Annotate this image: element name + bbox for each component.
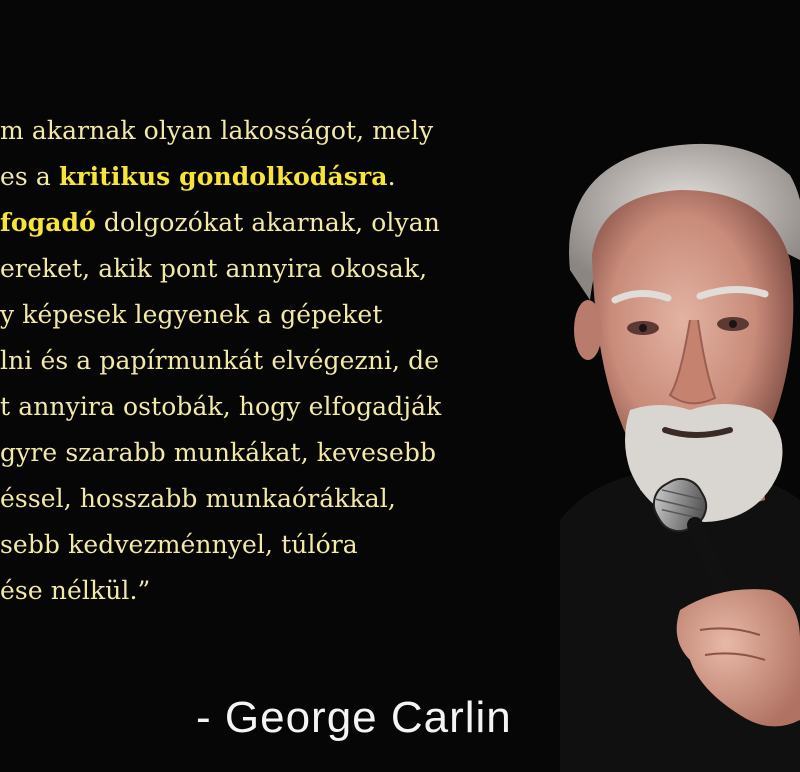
quote-segment: es a <box>0 162 59 191</box>
quote-line <box>0 108 441 154</box>
quote-segment: ése nélkül.” <box>0 576 151 605</box>
quote-line <box>0 384 441 430</box>
quote-text <box>0 108 441 614</box>
quote-line <box>0 568 441 614</box>
quote-highlight: kritikus gondolkodásra <box>58 162 388 191</box>
quote-segment: sebb kedvezménnyel, túlóra <box>0 530 358 559</box>
quote-segment: m akarnak olyan lakosságot, mely <box>0 116 434 145</box>
quote-line <box>0 246 441 292</box>
quote-segment: . <box>387 162 396 191</box>
quote-segment: y képesek legyenek a gépeket <box>0 300 383 329</box>
quote-line <box>0 476 441 522</box>
quote-line <box>0 430 441 476</box>
quote-segment: éssel, hosszabb munkaórákkal, <box>0 484 396 513</box>
quote-segment: ereket, akik pont annyira okosak, <box>0 254 428 283</box>
quote-line <box>0 154 441 200</box>
quote-line <box>0 200 441 246</box>
quote-segment: lni és a papírmunkát elvégezni, de <box>0 346 440 375</box>
quote-segment: gyre szarabb munkákat, kevesebb <box>0 438 437 467</box>
quote-segment: dolgozókat akarnak, olyan <box>95 208 440 237</box>
quote-highlight: fogadó <box>0 208 96 237</box>
quote-segment: t annyira ostobák, hogy elfogadják <box>0 392 442 421</box>
quote-line <box>0 292 441 338</box>
quote-line <box>0 338 441 384</box>
author-attribution: - George Carlin <box>196 693 512 742</box>
quote-line <box>0 522 441 568</box>
